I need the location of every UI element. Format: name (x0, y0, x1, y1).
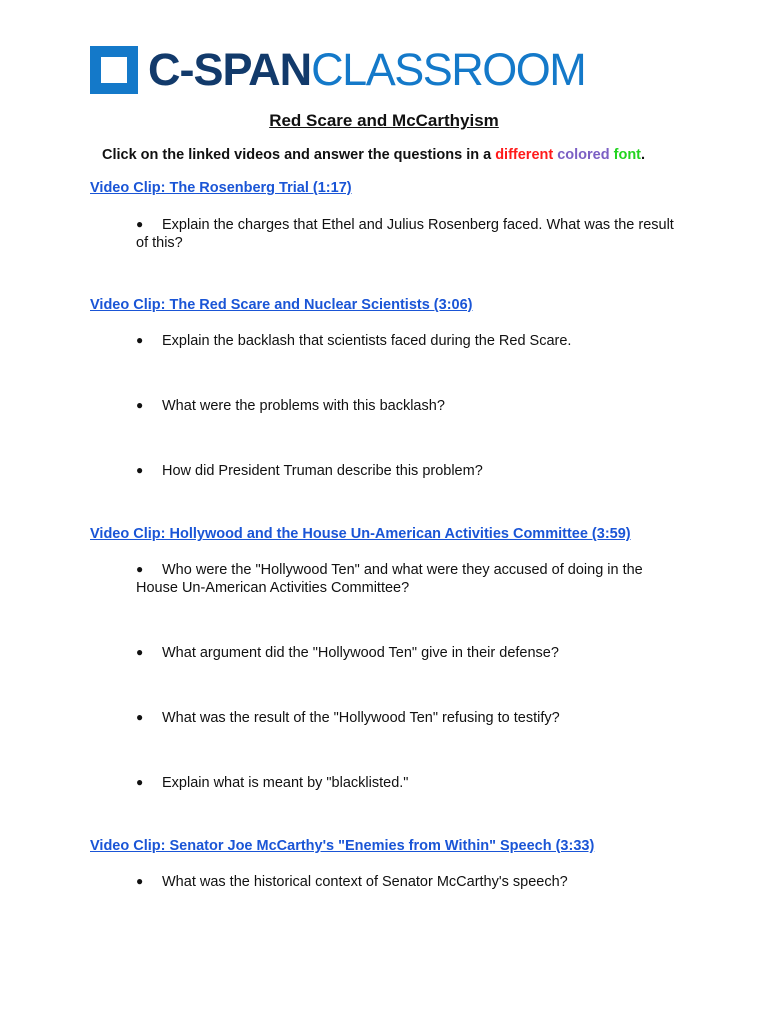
logo-brand-light: CLASSROOM (311, 44, 586, 95)
instructions-suffix: . (641, 147, 646, 163)
instructions-word-font: font (613, 147, 642, 163)
question-text: How did President Truman describe this problem? (162, 463, 483, 479)
question-item (136, 396, 676, 415)
bullet-icon: ● (136, 645, 144, 659)
question-text: What were the problems with this backlash? (162, 398, 445, 414)
page-title: Red Scare and McCarthyism (269, 111, 499, 130)
logo-brand-bold: C-SPAN (148, 44, 312, 95)
question-text: Explain what is meant by "blacklisted." (162, 775, 409, 791)
question-item (136, 331, 676, 350)
bullet-icon: ● (136, 217, 144, 231)
question-text: Explain the backlash that scientists faced during the Red Scare. (162, 333, 572, 349)
cspan-classroom-logo (90, 46, 585, 94)
instructions-word-colored: colored (557, 147, 610, 163)
question-text: What argument did the "Hollywood Ten" give in their defense? (162, 645, 559, 661)
question-item (136, 215, 676, 252)
bullet-icon: ● (136, 333, 144, 347)
question-text: What was the result of the "Hollywood Ten" refusing to testify? (162, 710, 560, 726)
question-item (136, 773, 676, 792)
question-item (136, 643, 676, 662)
question-text: Who were the "Hollywood Ten" and what were they accused of doing in the House Un-American Activities Committee? (136, 562, 643, 596)
question-text: What was the historical context of Senator McCarthy's speech? (162, 874, 568, 890)
question-item (136, 560, 676, 597)
question-item (136, 461, 676, 480)
question-item (136, 872, 676, 891)
video-link-hollywood-huac[interactable]: Video Clip: Hollywood and the House Un-American Activities Committee (3:59) (90, 526, 631, 542)
video-link-mccarthy-speech[interactable]: Video Clip: Senator Joe McCarthy's "Enemies from Within" Speech (3:33) (90, 838, 595, 854)
question-text: Explain the charges that Ethel and Julius Rosenberg faced. What was the result of this? (136, 217, 674, 251)
bullet-icon: ● (136, 874, 144, 888)
bullet-icon: ● (136, 463, 144, 477)
bullet-icon: ● (136, 775, 144, 789)
bullet-icon: ● (136, 562, 144, 576)
video-link-rosenberg-trial[interactable]: Video Clip: The Rosenberg Trial (1:17) (90, 180, 352, 196)
video-link-nuclear-scientists[interactable]: Video Clip: The Red Scare and Nuclear Scientists (3:06) (90, 297, 473, 313)
bullet-icon: ● (136, 398, 144, 412)
question-item (136, 708, 676, 727)
logo-square-icon (90, 46, 138, 94)
bullet-icon: ● (136, 710, 144, 724)
instructions-prefix: Click on the linked videos and answer the questions in a (102, 147, 496, 163)
instructions (102, 147, 645, 163)
instructions-word-different: different (495, 147, 554, 163)
